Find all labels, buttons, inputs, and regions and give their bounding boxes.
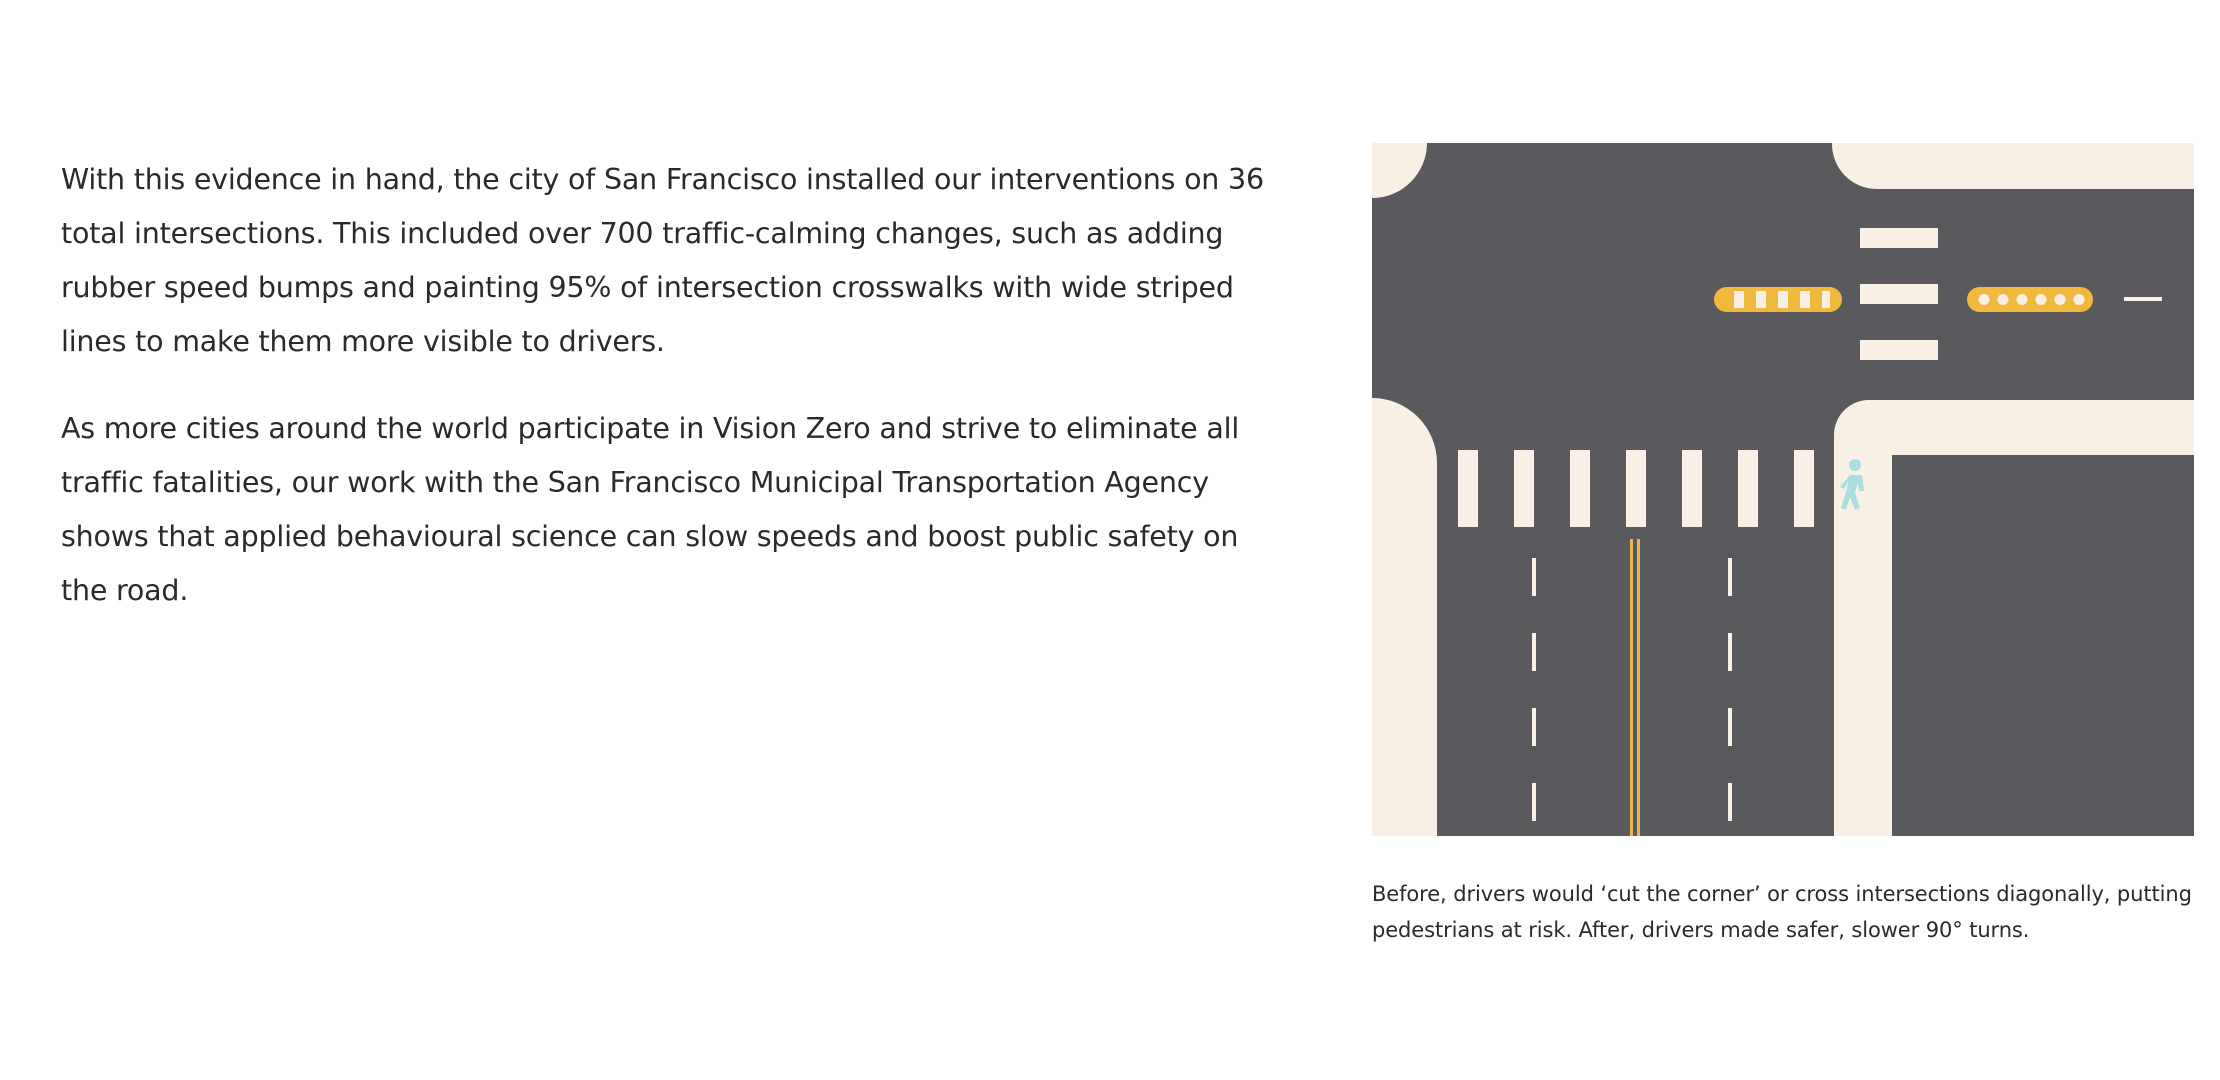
sidewalk-top-right bbox=[1832, 143, 2194, 189]
lane-dash-right bbox=[2124, 297, 2162, 301]
speed-bump-striped bbox=[1714, 287, 1842, 312]
block-bottom-right bbox=[1892, 455, 2194, 836]
article-paragraph: With this evidence in hand, the city of San Francisco installed our interventions on 36 total intersections. This included over 700 traffic-calming changes, such as adding rubber speed bumps and painting 95% of intersection crosswalks with wide striped lines to make them more visible to drivers. bbox=[61, 163, 1264, 358]
article-text bbox=[61, 153, 1286, 651]
figure bbox=[1372, 143, 2194, 948]
article-paragraph: As more cities around the world participate in Vision Zero and strive to eliminate all traffic fatalities, our work with the San Francisco Municipal Transportation Agency shows that applied behavioural science can slow speeds and boost public safety on the road. bbox=[61, 412, 1240, 607]
intersection-illustration bbox=[1372, 143, 2194, 836]
crosswalk-vertical bbox=[1860, 228, 1938, 360]
figure-caption: Before, drivers would ‘cut the corner’ or cross intersections diagonally, putting pedestrians at risk. After, drivers made safer, slower 90° turns. bbox=[1372, 882, 2192, 942]
speed-bump-dotted bbox=[1967, 287, 2093, 312]
sidewalk-left bbox=[1372, 398, 1437, 836]
